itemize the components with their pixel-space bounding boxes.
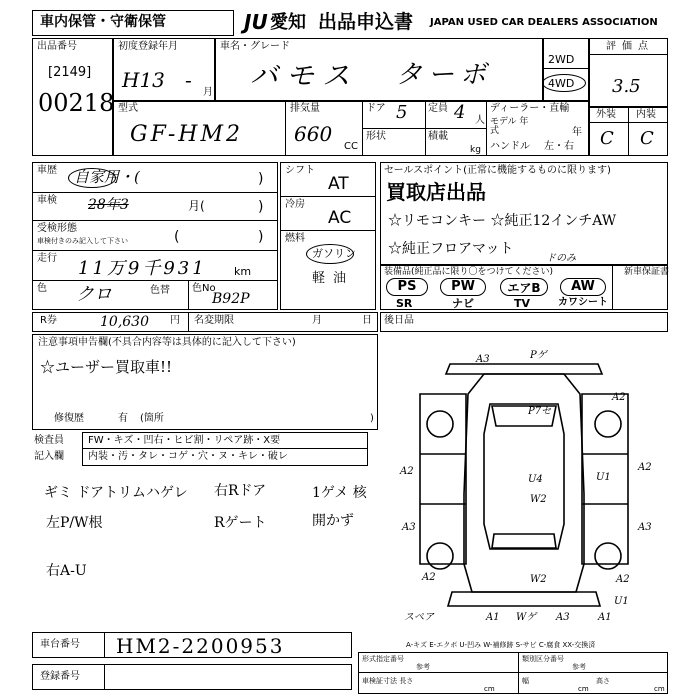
inspection-type-sub: 車検付きのみ記入して下さい [37, 237, 128, 245]
svg-text:A3: A3 [638, 522, 652, 533]
front-bumper [446, 364, 602, 374]
car-grade: ターボ [396, 60, 493, 90]
inspection-note-2c: 開かず [312, 513, 354, 529]
capacity-value: 4 [454, 102, 466, 123]
association-name: JAPAN USED CAR DEALERS ASSOCIATION [430, 17, 658, 28]
rear-items-label: 後日品 [384, 315, 414, 326]
displacement-label: 排気量 [290, 103, 320, 114]
acc-pw: PW [440, 278, 486, 296]
yen-unit: 円 [170, 315, 180, 326]
first-reg-dash: - [185, 68, 192, 92]
capacity-label: 定員 [428, 103, 448, 114]
rear-window [492, 534, 556, 548]
model-label: 型式 [118, 103, 138, 114]
mileage-label: 走行 [37, 253, 57, 264]
acc-navi: ナビ [452, 297, 474, 310]
car-damage-diagram [380, 334, 668, 624]
repair-place: (箇所 [140, 413, 164, 424]
inspector-label: 検査員 [34, 435, 64, 446]
selling-line-2: ☆純正フロアマット [388, 241, 514, 257]
shaken-struck: 28年3 [88, 197, 129, 213]
first-reg-value: H13 [122, 68, 165, 92]
svg-text:A2: A2 [638, 462, 652, 473]
svg-text:A2: A2 [612, 392, 626, 403]
car-name-label: 車名・グレード [220, 41, 290, 52]
acc-sr: SR [396, 297, 413, 310]
length-label: 車検証寸法 長さ [362, 677, 414, 685]
svg-text:W2: W2 [530, 574, 547, 585]
wheel-rl [427, 543, 453, 569]
selling-line-1: ☆リモコンキー ☆純正12インチAW [388, 213, 617, 229]
inspection-note-1: ギミ ドアトリムハゲレ [44, 485, 188, 501]
model-year-label: モデル 年式 [490, 117, 529, 136]
svg-text:U1: U1 [614, 596, 629, 607]
drive-4wd: 4WD [548, 77, 575, 90]
chassis-label: 車台番号 [40, 639, 80, 650]
notes-content: ☆ユーザー買取車!! [40, 358, 173, 376]
mileage-value: 11万9千931 [78, 258, 207, 279]
color-label: 色 [37, 283, 47, 294]
color-code-label: 色No [192, 283, 216, 294]
month-unit: 月 [203, 87, 213, 98]
year-unit: 年 [572, 127, 582, 138]
exterior-label: 外装 [596, 109, 616, 120]
history-value: 自家用・( [74, 168, 140, 186]
color-value: クロ [76, 284, 112, 305]
ac-value: AC [328, 208, 352, 228]
svg-text:A2: A2 [616, 574, 630, 585]
cc-unit: CC [344, 141, 358, 152]
svg-text:U4: U4 [528, 474, 543, 485]
dealer-label: ディーラー・直輸 [490, 103, 570, 114]
kg-unit: kg [470, 145, 481, 155]
r-ticket-label: R券 [40, 315, 57, 326]
acc-ps: PS [386, 278, 428, 296]
chassis-number: HM2-2200953 [116, 634, 285, 658]
inspection-note-1b: 右Rドア [214, 483, 267, 499]
fuel-label: 燃料 [285, 233, 305, 244]
meigi-label: 名変期限 [194, 315, 234, 326]
color-code: B92P [212, 291, 250, 307]
svg-text:U1: U1 [596, 472, 611, 483]
selling-line-2-note: ドのみ [546, 253, 576, 264]
svg-text:A3: A3 [402, 522, 416, 533]
diagram-legend: A-キズ E-エクボ U-凹み W-補修跡 S-サビ C-腐食 XX-交換済 [406, 641, 596, 649]
category-label: 類別区分番号 [522, 655, 564, 663]
width-label: 幅 [522, 677, 529, 685]
svg-text:A1: A1 [486, 612, 500, 623]
inspection-row-1: FW・キズ・凹右・ヒビ割・リペア跡・X要 [88, 435, 281, 446]
cert-label: 形式指定番号 [362, 655, 404, 663]
svg-text:A2: A2 [400, 466, 414, 477]
door-label: ドア [366, 103, 386, 114]
svg-text:A3: A3 [556, 612, 570, 623]
inspection-note-3: 右A-U [46, 563, 87, 579]
accessories-label: 装備品(純正品に限り〇をつけてください) [384, 267, 554, 277]
repair-label: 修復歴 [54, 413, 84, 424]
wheel-fl [427, 411, 453, 437]
svg-text:Wゲ: Wゲ [516, 612, 537, 623]
registration-frame [32, 664, 352, 690]
rear-bumper [448, 592, 600, 606]
cert-frame [358, 652, 668, 694]
score-value: 3.5 [612, 76, 641, 97]
acc-tv: TV [514, 297, 531, 310]
acc-airbag: エアB [500, 278, 548, 296]
model-value: GF-HM2 [130, 122, 243, 147]
r-ticket-value: 10,630 [100, 314, 149, 330]
svg-text:A3: A3 [476, 354, 490, 365]
selling-headline: 買取店出品 [386, 180, 486, 204]
selling-label: セールスポイント(正常に機能するものに限ります) [384, 165, 611, 176]
door-value: 5 [396, 102, 408, 123]
entry-label: 記入欄 [34, 451, 64, 462]
form-title: 出品申込書 [318, 11, 414, 33]
lot-label: 出品番号 [37, 41, 77, 52]
wheel-rr [595, 543, 621, 569]
wheel-fr [595, 411, 621, 437]
acc-leather-seat: カワシート [558, 297, 608, 308]
first-reg-label: 初度登録年月 [118, 41, 178, 52]
shift-label: シフト [285, 165, 315, 176]
shape-label: 形状 [366, 131, 386, 142]
shift-value: AT [328, 174, 349, 194]
rear-items-frame [380, 312, 668, 332]
interior-score: C [640, 128, 654, 149]
fuel-diesel: 軽油 [312, 271, 355, 286]
displacement-value: 660 [294, 122, 333, 146]
exterior-score: C [600, 128, 614, 149]
person-unit: 人 [475, 115, 485, 126]
inspection-note-2b: Rゲート [214, 515, 267, 531]
handle-options: 左・右 [544, 141, 574, 152]
org-name: 愛知 [270, 12, 306, 33]
registration-label: 登録番号 [40, 671, 80, 682]
notes-label: 注意事項申告欄(不具合内容等は具体的に記入して下さい) [38, 337, 296, 348]
left-panel [420, 394, 466, 564]
storage-label: 車内保管・守衛保管 [40, 14, 166, 30]
handle-label: ハンドル [490, 141, 530, 152]
inspection-note-1c: 1ゲメ 核 [312, 485, 367, 501]
svg-text:Pゲ: Pゲ [530, 350, 547, 361]
inspection-type-label: 受検形態 [37, 223, 77, 234]
load-label: 積載 [428, 131, 448, 142]
svg-text:P7セ: P7セ [528, 406, 552, 417]
lot-number: 00218 [38, 89, 115, 117]
inspection-note-2: 左P/W根 [46, 515, 103, 531]
history-label: 車歴 [37, 165, 57, 176]
repair-value: 有 [118, 413, 128, 424]
score-label: 評価点 [606, 41, 654, 52]
ju-logo: JU [244, 10, 268, 34]
shaken-label: 車検 [37, 195, 57, 206]
km-unit: km [234, 265, 252, 278]
car-name: バモス [250, 59, 359, 92]
svg-text:スペア: スペア [404, 612, 434, 623]
lot-small: [2149] [48, 65, 92, 80]
height-label: 高さ [596, 677, 610, 685]
inspection-row-2: 内装・汚・タレ・コゲ・穴・ヌ・キレ・破レ [88, 451, 288, 462]
svg-text:W2: W2 [530, 494, 547, 505]
ac-label: 冷房 [285, 199, 305, 210]
fuel-gasoline: ガソリン [312, 247, 356, 260]
interior-label: 内装 [636, 109, 656, 120]
svg-text:A1: A1 [598, 612, 612, 623]
new-warranty-label: 新車保証書 [624, 267, 670, 277]
color-change-label: 色替 [150, 285, 170, 296]
svg-text:A2: A2 [422, 572, 436, 583]
acc-aw: AW [560, 278, 606, 296]
drive-2wd: 2WD [548, 53, 575, 66]
